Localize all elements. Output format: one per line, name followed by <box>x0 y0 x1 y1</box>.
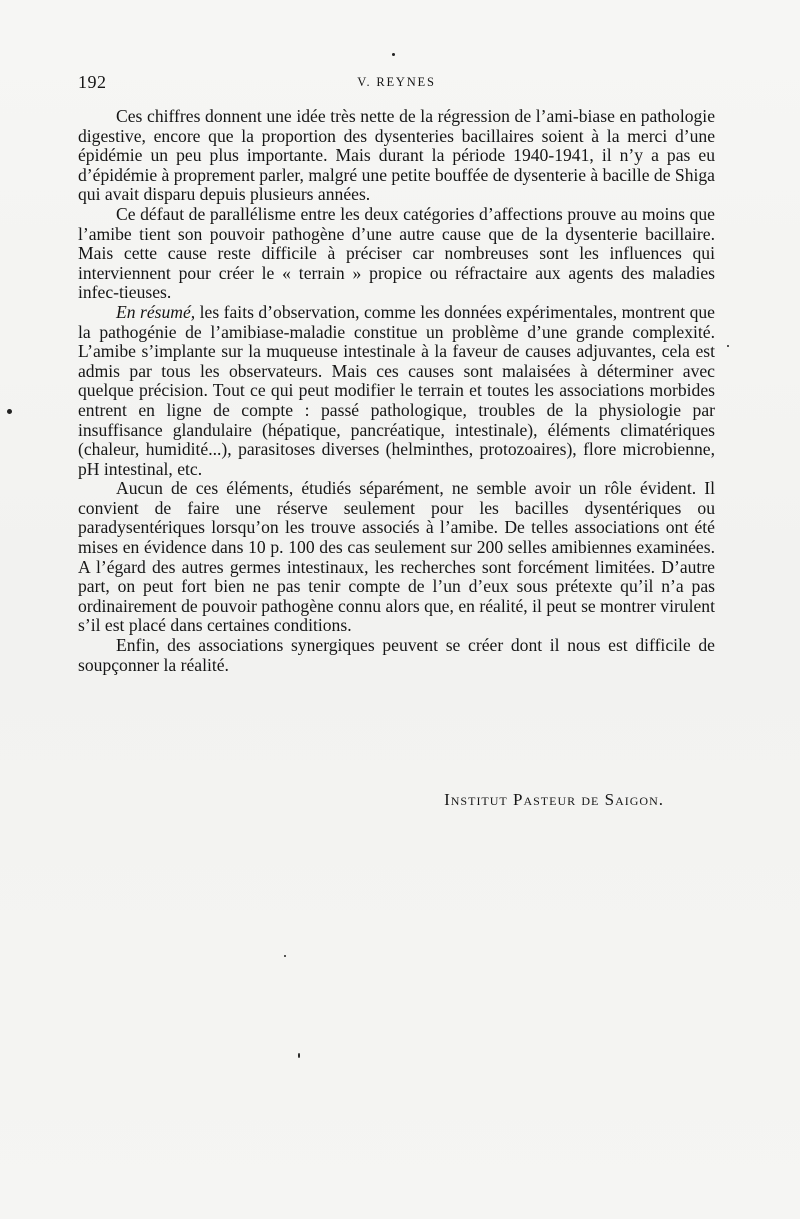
scan-speck <box>727 345 729 347</box>
paragraph-1: Ces chiffres donnent une idée très nette de la régression de l’ami-biase en pathologie digestive, encore que la proportion des dysenteries bacillaires soient à la merci d’une épidémie un peu plus importante. Mais durant la période 1940-1941, il n’y a pas eu d’épidémie à proprement parler, malgré une petite bouffée de dysenterie à bacille de Shiga qui avait disparu depuis plusieurs années. <box>78 106 715 205</box>
scan-speck <box>284 955 286 957</box>
paragraph-3 <box>78 303 715 479</box>
body-text <box>78 107 715 675</box>
running-head: V. REYNES <box>357 75 436 89</box>
scan-speck <box>392 53 395 56</box>
paragraph-4: Aucun de ces éléments, étudiés séparément, ne semble avoir un rôle évident. Il convient de faire une réserve seulement pour les bacilles dysentériques ou paradysentériques lorsqu’on les trouve associés à l’amibe. De telles associations ont été mises en évidence dans 10 p. 100 des cas seulement sur 200 selles amibiennes examinées. A l’égard des autres germes intestinaux, les recherches sont forcément limitées. D’autre part, on peut fort bien ne pas tenir compte de l’un d’eux sous prétexte qu’il n’a pas ordinairement de pouvoir pathogène connu alors que, en réalité, il peut se montrer virulent s’il est placé dans certaines conditions. <box>78 478 715 636</box>
paragraph-3-text: les faits d’observation, comme les données expérimentales, montrent que la pathogénie de l’amibiase-maladie constitue un problème d’une grande complexité. L’amibe s’implante sur la muqueuse intestinale à la faveur de causes adjuvantes, cela est admis par tous les observateurs. Mais ces causes sont malaisées à déterminer avec quelque précision. Tout ce qui peut modifier le terrain et toutes les associations morbides entrent en ligne de compte : passé pathologique, troubles de la physiologie par insuffisance glandulaire (hépatique, pancréatique, intestinale), éléments climatériques (chaleur, humidité...), parasitoses diverses (helminthes, protozoaires), flore microbienne, pH intestinal, etc. <box>78 301 715 479</box>
paragraph-5: Enfin, des associations synergiques peuvent se créer dont il nous est difficile de soupçonner la réalité. <box>78 635 715 675</box>
scan-speck <box>298 1053 300 1058</box>
signature: Institut Pasteur de Saigon. <box>444 790 664 809</box>
paragraph-3-lead: En résumé, <box>116 301 196 322</box>
paragraph-2: Ce défaut de parallélisme entre les deux catégories d’affections prouve au moins que l’amibe tient son pouvoir pathogène d’une autre cause que de la dysenterie bacillaire. Mais cette cause reste difficile à préciser car nombreuses sont les influences qui interviennent pour créer le « terrain » propice ou réfractaire aux agents des maladies infec-tieuses. <box>78 203 715 303</box>
scan-speck <box>7 409 12 414</box>
page-header <box>78 72 715 96</box>
page-number: 192 <box>78 72 107 92</box>
